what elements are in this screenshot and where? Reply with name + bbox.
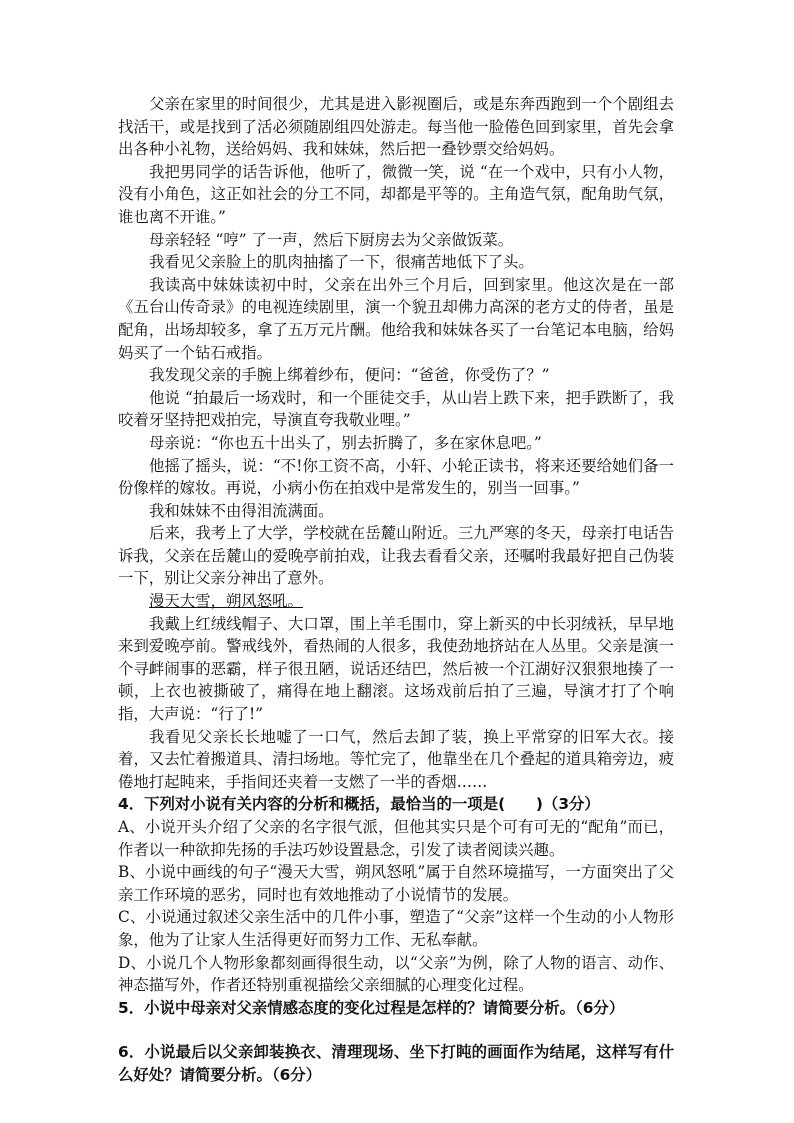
question-6: 6．小说最后以父亲卸装换衣、清理现场、坐下打盹的画面作为结尾，这样写有什么好处？请简要分析。（6分）	[118, 1043, 674, 1084]
document-page	[118, 93, 674, 1087]
paragraph: 我看见父亲脸上的肌肉抽搐了一下，很痛苦地低下了头。	[149, 253, 534, 272]
paragraph: 我和妹妹不由得泪流满面。	[149, 501, 334, 520]
paragraph: 我把男同学的话告诉他，他听了，微微一笑，说 “在一个戏中，只有小人物，没有小角色，这正如社会的分工不同，却都是平等的。主角造气氛，配角助气氛，谁也离不开谁。”	[118, 162, 674, 226]
question-4: 4．下列对小说有关内容的分析和概括，最恰当的一项是( )（3分）	[118, 795, 600, 814]
paragraph: 母亲说：“你也五十出头了，别去折腾了，多在家休息吧。”	[149, 433, 542, 452]
paragraph: 他说 “拍最后一场戏时，和一个匪徒交手，从山岩上跌下来，把手跌断了，我咬着牙坚持把戏拍完，导演直夸我敬业哩。”	[118, 388, 674, 430]
paragraph: 他摇了摇头，说：“不!你工资不高，小轩、小轮正读书，将来还要给她们备一份像样的嫁妆。再说，小病小伤在拍戏中是常发生的，别当一回事。”	[118, 456, 674, 498]
paragraph: 我看见父亲长长地嘘了一口气，然后去卸了装，换上平常穿的旧军大衣。接着，又去忙着搬道具、清扫场地。等忙完了，他靠坐在几个叠起的道具箱旁边，疲倦地打起盹来，手指间还夹着一支燃了一半的香烟……	[118, 727, 674, 791]
question-4-option-c: C、小说通过叙述父亲生活中的几件小事，塑造了“父亲”这样一个生动的小人物形象，他为了让家人生活得更好而努力工作、无私奉献。	[118, 908, 674, 949]
paragraph: 我戴上红绒线帽子、大口罩，围上羊毛围巾，穿上新买的中长羽绒袄，早早地来到爱晚亭前。警戒线外，看热闹的人很多，我使劲地挤站在人丛里。父亲是演一个寻衅闹事的恶霸，样子很丑陋，说话还结巴，然后被一个江湖好汉狠狠地揍了一顿，上衣也被撕破了，痛得在地上翻滚。这场戏前后拍了三遍，导演才打了个响指，大声说：“行了!”	[118, 614, 674, 724]
paragraph: 后来，我考上了大学，学校就在岳麓山附近。三九严寒的冬天，母亲打电话告诉我，父亲在岳麓山的爱晚亭前拍戏，让我去看看父亲，还嘱咐我最好把自己伪装一下，别让父亲分神出了意外。	[118, 524, 674, 588]
paragraph: 我发现父亲的手腕上绑着纱布，便问：“爸爸，你受伤了？”	[149, 366, 550, 385]
question-4-option-d: D、小说几个人物形象都刻画得很生动，以“父亲”为例，除了人物的语言、动作、神态描写外，作者还特别重视描绘父亲细腻的心理变化过程。	[118, 953, 674, 995]
underlined-sentence-line	[118, 590, 674, 613]
question-4-option-a: A、小说开头介绍了父亲的名字很气派，但他其实只是个可有可无的“配角”而已，作者以一种欲抑先扬的手法巧妙设置悬念，引发了读者阅读兴趣。	[118, 818, 674, 859]
question-4-option-b: B、小说中画线的句子“漫天大雪，朔风怒吼”属于自然环境描写，一方面突出了父亲工作环境的恶劣，同时也有效地推动了小说情节的发展。	[118, 863, 674, 904]
paragraph: 我读高中妹妹读初中时，父亲在出外三个月后，回到家里。他这次是在一部《五台山传奇录》的电视连续剧里，演一个貌丑却佛力高深的老方丈的侍者，虽是配角，出场却较多，拿了五万元片酬。他给我和妹妹各买了一台笔记本电脑，给妈妈买了一个钻石戒指。	[118, 275, 674, 362]
paragraph: 父亲在家里的时间很少，尤其是进入影视圈后，或是东奔西跑到一个个剧组去找活干，或是找到了活必须随剧组四处游走。每当他一脸倦色回到家里，首先会拿出各种小礼物，送给妈妈、我和妹妹，然后把一叠钞票交给妈妈。	[118, 95, 674, 159]
underlined-sentence: 漫天大雪，朔风怒吼。	[149, 592, 303, 611]
question-5: 5．小说中母亲对父亲情感态度的变化过程是怎样的？请简要分析。（6分）	[118, 998, 625, 1017]
answer-space	[118, 1019, 674, 1041]
paragraph: 母亲轻轻 “哼” 了一声，然后下厨房去为父亲做饭菜。	[149, 230, 514, 249]
